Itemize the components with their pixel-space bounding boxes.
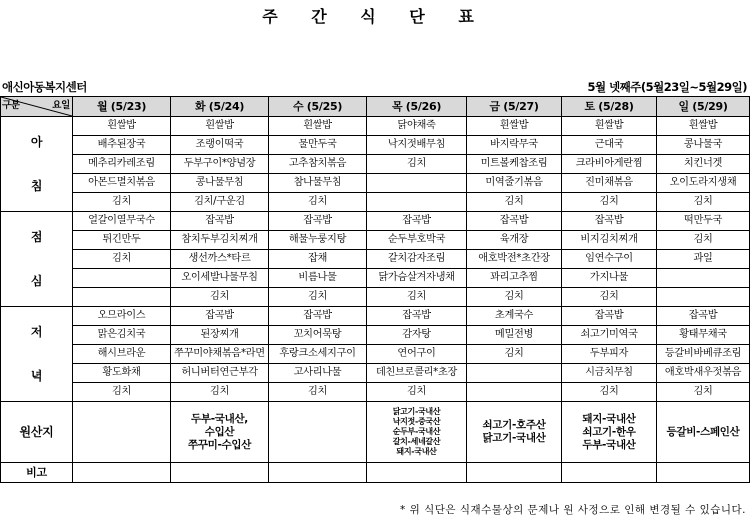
origin-line: 등갈비-스페인산 bbox=[666, 425, 740, 438]
note-cell bbox=[562, 463, 657, 483]
menu-item: 잡곡밥 bbox=[269, 307, 367, 326]
note-cell bbox=[171, 463, 269, 483]
menu-item: 튀긴만두 bbox=[73, 231, 171, 250]
menu-item: 두부피자 bbox=[562, 345, 657, 364]
menu-row bbox=[1, 269, 750, 288]
menu-item: 콩나물국 bbox=[657, 136, 750, 155]
origin-line: 닭고기-국내산 bbox=[482, 432, 546, 444]
header-row bbox=[1, 97, 750, 117]
menu-item bbox=[367, 193, 467, 212]
menu-item: 물만두국 bbox=[269, 136, 367, 155]
origin-line: 쭈꾸미-수입산 bbox=[187, 438, 252, 451]
menu-item: 흰쌀밥 bbox=[171, 117, 269, 136]
meal-label-top: 점 bbox=[30, 230, 43, 244]
origin-line: 쇠고기-한우 bbox=[582, 425, 636, 438]
menu-row bbox=[1, 288, 750, 307]
meal-label bbox=[1, 307, 73, 402]
menu-item: 김치 bbox=[171, 383, 269, 402]
menu-item: 황도화채 bbox=[73, 364, 171, 383]
menu-row bbox=[1, 193, 750, 212]
menu-item: 배추된장국 bbox=[73, 136, 171, 155]
menu-item: 해물누룽지탕 bbox=[269, 231, 367, 250]
menu-item: 비지김치찌개 bbox=[562, 231, 657, 250]
origin-cell bbox=[657, 402, 750, 463]
menu-item: 닭야채죽 bbox=[367, 117, 467, 136]
menu-item: 두부구이*양념장 bbox=[171, 155, 269, 174]
day-header: 수 (5/25) bbox=[269, 97, 367, 117]
day-header: 월 (5/23) bbox=[73, 97, 171, 117]
menu-row bbox=[1, 345, 750, 364]
menu-item bbox=[367, 174, 467, 193]
menu-item: 잡곡밥 bbox=[562, 307, 657, 326]
menu-row bbox=[1, 155, 750, 174]
menu-item: 흰쌀밥 bbox=[269, 117, 367, 136]
menu-item: 황태무채국 bbox=[657, 326, 750, 345]
menu-item: 초계국수 bbox=[467, 307, 562, 326]
menu-item: 잡곡밥 bbox=[657, 307, 750, 326]
menu-item: 쭈꾸미야채볶음*라면 bbox=[171, 345, 269, 364]
menu-item bbox=[467, 383, 562, 402]
organization-name: 애신아동복지센터 bbox=[2, 80, 87, 94]
origin-cell bbox=[562, 402, 657, 463]
menu-item: 해시브라운 bbox=[73, 345, 171, 364]
menu-item: 김치 bbox=[367, 288, 467, 307]
menu-item: 된장찌개 bbox=[171, 326, 269, 345]
menu-item: 떡만두국 bbox=[657, 212, 750, 231]
menu-item: 등갈비바베큐조림 bbox=[657, 345, 750, 364]
menu-item: 육개장 bbox=[467, 231, 562, 250]
menu-item: 맑은김치국 bbox=[73, 326, 171, 345]
menu-item: 김치 bbox=[467, 345, 562, 364]
origin-line: 돼지-국내산 bbox=[396, 447, 437, 456]
week-range: 5월 넷째주(5월23일~5월29일) bbox=[587, 80, 747, 94]
menu-item bbox=[467, 364, 562, 383]
origin-line: 두부-국내산 bbox=[582, 438, 636, 451]
origin-line: 닭고기-국내산 bbox=[392, 407, 441, 416]
menu-item: 쇠고기미역국 bbox=[562, 326, 657, 345]
menu-item: 김치 bbox=[657, 231, 750, 250]
menu-item: 애호박새우젓볶음 bbox=[657, 364, 750, 383]
day-header: 금 (5/27) bbox=[467, 97, 562, 117]
day-header: 일 (5/29) bbox=[657, 97, 750, 117]
menu-item: 데친브로콜리*초장 bbox=[367, 364, 467, 383]
origin-cell bbox=[269, 402, 367, 463]
origin-row bbox=[1, 402, 750, 463]
origin-line: 수입산 bbox=[204, 425, 235, 438]
menu-item: 근대국 bbox=[562, 136, 657, 155]
note-label: 비고 bbox=[1, 463, 73, 483]
menu-item: 흰쌀밥 bbox=[73, 117, 171, 136]
menu-item: 김치 bbox=[171, 288, 269, 307]
menu-item: 흰쌀밥 bbox=[657, 117, 750, 136]
menu-item: 잡곡밥 bbox=[367, 212, 467, 231]
menu-item: 비름나물 bbox=[269, 269, 367, 288]
menu-item: 잡곡밥 bbox=[467, 212, 562, 231]
menu-item: 미트볼케찹조림 bbox=[467, 155, 562, 174]
menu-item bbox=[657, 288, 750, 307]
menu-item: 잡채 bbox=[269, 250, 367, 269]
note-row bbox=[1, 463, 750, 483]
day-header: 목 (5/26) bbox=[367, 97, 467, 117]
origin-line: 두부-국내산, bbox=[191, 412, 248, 425]
menu-item: 고추참치볶음 bbox=[269, 155, 367, 174]
menu-item: 오므라이스 bbox=[73, 307, 171, 326]
menu-item: 참나물무침 bbox=[269, 174, 367, 193]
menu-item: 메밀전병 bbox=[467, 326, 562, 345]
meal-label-bottom: 심 bbox=[30, 274, 43, 288]
origin-line: 쇠고기-호주산 bbox=[482, 419, 546, 431]
menu-item: 잡곡밥 bbox=[269, 212, 367, 231]
menu-row bbox=[1, 250, 750, 269]
menu-item: 김치 bbox=[657, 383, 750, 402]
menu-item: 닭가슴살겨자냉채 bbox=[367, 269, 467, 288]
menu-item: 오이세발나물무침 bbox=[171, 269, 269, 288]
corner-label-category: 구분 bbox=[2, 100, 20, 111]
note-cell bbox=[73, 463, 171, 483]
menu-item: 갈치감자조림 bbox=[367, 250, 467, 269]
menu-item: 잡곡밥 bbox=[171, 212, 269, 231]
corner-label-day: 요일 bbox=[52, 100, 70, 111]
menu-item: 바지락무국 bbox=[467, 136, 562, 155]
menu-item: 흰쌀밥 bbox=[562, 117, 657, 136]
menu-item: 시금치무침 bbox=[562, 364, 657, 383]
menu-item: 김치 bbox=[269, 383, 367, 402]
menu-item: 김치 bbox=[562, 288, 657, 307]
menu-item: 김치 bbox=[73, 250, 171, 269]
menu-item: 가지나물 bbox=[562, 269, 657, 288]
menu-item: 콩나물무침 bbox=[171, 174, 269, 193]
menu-item: 김치 bbox=[657, 193, 750, 212]
origin-line: 순두부-국내산 bbox=[392, 427, 441, 436]
menu-row bbox=[1, 174, 750, 193]
menu-row bbox=[1, 212, 750, 231]
menu-item: 애호박전*초간장 bbox=[467, 250, 562, 269]
footnote: * 위 식단은 식재수물상의 문제나 원 사정으로 인해 변경될 수 있습니다. bbox=[400, 504, 746, 516]
menu-item: 김치 bbox=[73, 383, 171, 402]
note-cell bbox=[269, 463, 367, 483]
menu-item: 잡곡밥 bbox=[171, 307, 269, 326]
menu-row bbox=[1, 364, 750, 383]
menu-item: 김치 bbox=[73, 193, 171, 212]
origin-line: 갈치-세네갈산 bbox=[392, 437, 441, 446]
menu-item: 순두부호박국 bbox=[367, 231, 467, 250]
origin-cell bbox=[467, 402, 562, 463]
menu-item: 임연수구이 bbox=[562, 250, 657, 269]
menu-item: 얼갈이열무국수 bbox=[73, 212, 171, 231]
meal-label-top: 저 bbox=[30, 325, 43, 339]
menu-item: 김치 bbox=[269, 193, 367, 212]
menu-item: 오이도라지생채 bbox=[657, 174, 750, 193]
meal-label-top: 아 bbox=[30, 135, 43, 149]
menu-item: 감자탕 bbox=[367, 326, 467, 345]
meal-label bbox=[1, 212, 73, 307]
menu-item: 낙지젓배무침 bbox=[367, 136, 467, 155]
menu-item bbox=[657, 269, 750, 288]
header-corner bbox=[1, 97, 73, 117]
meal-label-bottom: 녁 bbox=[30, 369, 43, 383]
menu-item: 김치/구운김 bbox=[171, 193, 269, 212]
day-header: 화 (5/24) bbox=[171, 97, 269, 117]
menu-item bbox=[73, 288, 171, 307]
menu-item: 진미채볶음 bbox=[562, 174, 657, 193]
menu-row bbox=[1, 326, 750, 345]
menu-item: 참치두부김치찌개 bbox=[171, 231, 269, 250]
meal-label-bottom: 침 bbox=[30, 179, 43, 193]
menu-item: 연어구이 bbox=[367, 345, 467, 364]
menu-item: 허니버터연근부각 bbox=[171, 364, 269, 383]
menu-row bbox=[1, 231, 750, 250]
note-cell bbox=[657, 463, 750, 483]
menu-item: 김치 bbox=[367, 155, 467, 174]
menu-item: 과일 bbox=[657, 250, 750, 269]
menu-item: 치킨너겟 bbox=[657, 155, 750, 174]
origin-cell bbox=[171, 402, 269, 463]
menu-row bbox=[1, 383, 750, 402]
origin-cell bbox=[73, 402, 171, 463]
origin-line: 돼지-국내산 bbox=[582, 412, 636, 425]
day-header: 토 (5/28) bbox=[562, 97, 657, 117]
menu-item: 꼬치어묵탕 bbox=[269, 326, 367, 345]
menu-item: 메추리카레조림 bbox=[73, 155, 171, 174]
menu-item: 크라비아게란찜 bbox=[562, 155, 657, 174]
menu-item: 아몬드멸치볶음 bbox=[73, 174, 171, 193]
menu-row bbox=[1, 307, 750, 326]
menu-item: 잡곡밥 bbox=[367, 307, 467, 326]
weekly-menu-table bbox=[0, 96, 750, 483]
menu-item: 김치 bbox=[467, 288, 562, 307]
origin-line: 낙지젓-중국산 bbox=[392, 417, 441, 426]
menu-item: 김치 bbox=[562, 383, 657, 402]
menu-item: 생선까스*타르 bbox=[171, 250, 269, 269]
menu-row bbox=[1, 136, 750, 155]
menu-item: 고사리나물 bbox=[269, 364, 367, 383]
menu-item: 조랭이떡국 bbox=[171, 136, 269, 155]
menu-item: 흰쌀밥 bbox=[467, 117, 562, 136]
menu-item: 김치 bbox=[367, 383, 467, 402]
page-title: 주 간 식 단 표 bbox=[262, 7, 488, 26]
origin-cell bbox=[367, 402, 467, 463]
meal-label bbox=[1, 117, 73, 212]
menu-item: 김치 bbox=[269, 288, 367, 307]
origin-label: 원산지 bbox=[1, 402, 73, 463]
menu-item: 미역줄기볶음 bbox=[467, 174, 562, 193]
menu-item: 후랑크소세지구이 bbox=[269, 345, 367, 364]
note-cell bbox=[467, 463, 562, 483]
menu-item: 김치 bbox=[562, 193, 657, 212]
menu-row bbox=[1, 117, 750, 136]
menu-item: 꽈리고추찜 bbox=[467, 269, 562, 288]
note-cell bbox=[367, 463, 467, 483]
menu-item bbox=[73, 269, 171, 288]
menu-item: 김치 bbox=[467, 193, 562, 212]
menu-item: 잡곡밥 bbox=[562, 212, 657, 231]
